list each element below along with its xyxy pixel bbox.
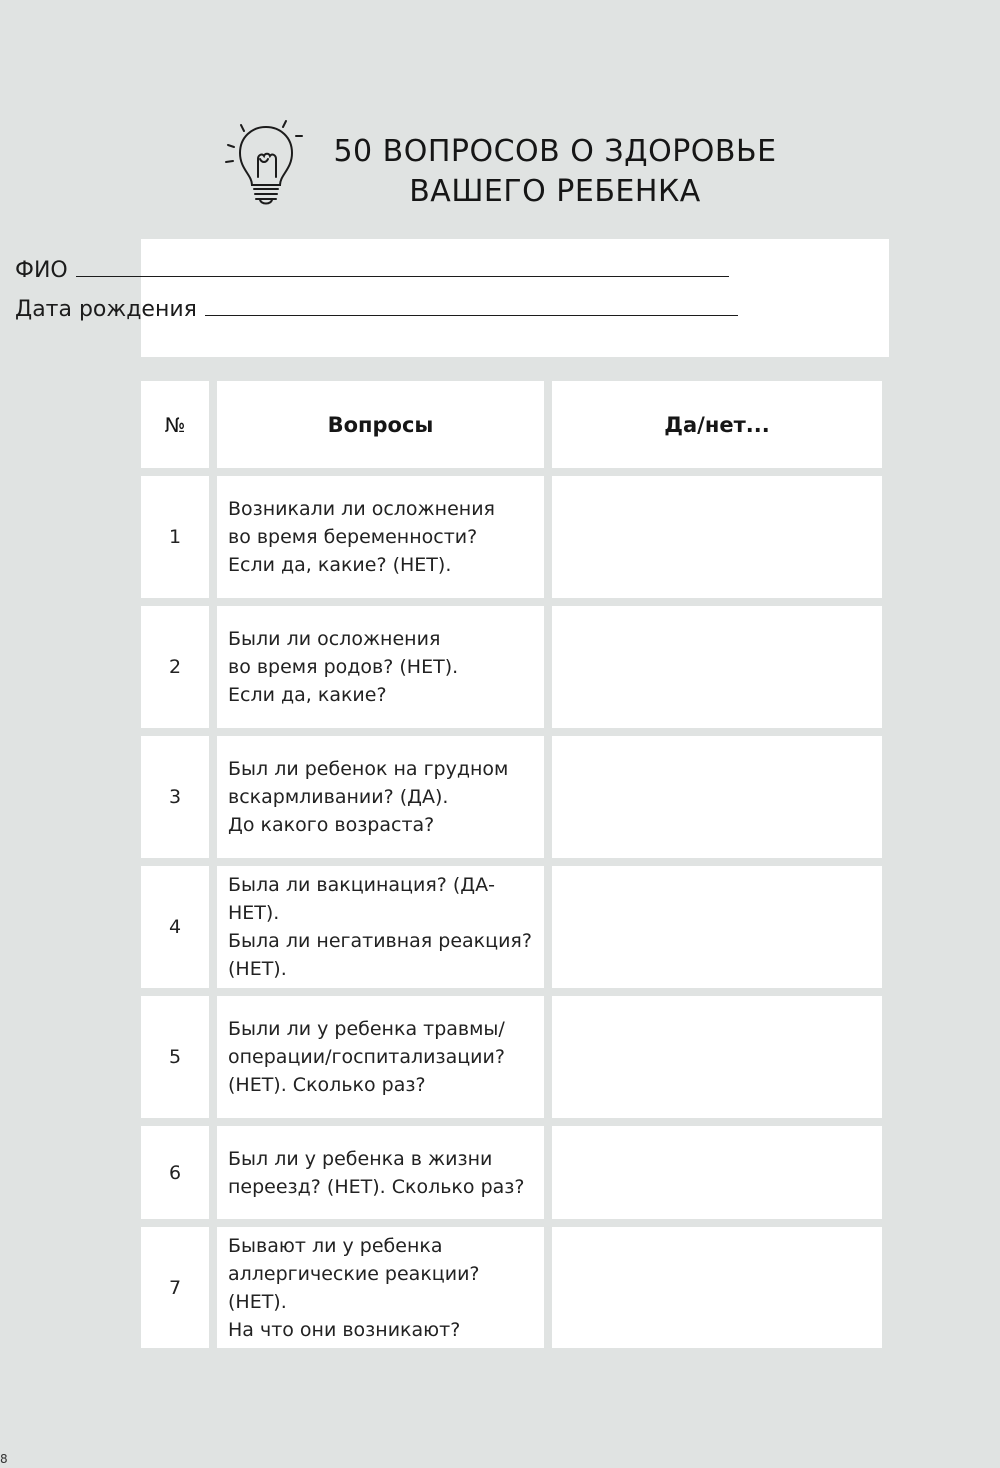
- header-answer: [552, 381, 882, 468]
- lightbulb-icon: [222, 115, 312, 215]
- header-num: [141, 381, 209, 468]
- table-row-question: [217, 866, 544, 988]
- fio-label: ФИО: [15, 258, 68, 283]
- table-row-num: [141, 866, 209, 988]
- table-row-num: [141, 606, 209, 728]
- table-row-num: [141, 1227, 209, 1348]
- title-line-2: ВАШЕГО РЕБЕНКА: [409, 174, 701, 209]
- table-row-answer-cell[interactable]: [552, 476, 882, 598]
- header-questions: [217, 381, 544, 468]
- table-row-question: [217, 606, 544, 728]
- table-row-answer-cell[interactable]: [552, 606, 882, 728]
- row-num-label: 3: [168, 786, 182, 808]
- row-question-text: Были ли у ребенка травмы/ операции/госпитализации? (НЕТ). Сколько раз?: [228, 1018, 505, 1096]
- row-question-text: Были ли осложнения во время родов? (НЕТ). Если да, какие?: [228, 628, 459, 706]
- page-header: [0, 0, 1000, 230]
- row-num-label: 1: [168, 526, 182, 548]
- table-row-question: [217, 1126, 544, 1219]
- title-line-1: 50 ВОПРОСОВ О ЗДОРОВЬЕ: [333, 134, 777, 169]
- row-question-text: Возникали ли осложнения во время беременности? Если да, какие? (НЕТ).: [228, 498, 495, 576]
- table-row-answer-cell[interactable]: [552, 866, 882, 988]
- header-questions-label: Вопросы: [327, 412, 434, 437]
- table-row-answer-cell[interactable]: [552, 736, 882, 858]
- header-answer-label: Да/нет...: [664, 412, 770, 437]
- header-num-label: №: [164, 412, 186, 437]
- row-num-label: 4: [168, 916, 182, 938]
- table-row-question: [217, 736, 544, 858]
- dob-field[interactable]: [15, 297, 738, 322]
- row-question-text: Был ли у ребенка в жизни переезд? (НЕТ). Сколько раз?: [228, 1147, 525, 1198]
- row-num-label: 5: [168, 1046, 182, 1068]
- row-question-text: Была ли вакцинация? (ДА-НЕТ). Была ли негативная реакция? (НЕТ).: [228, 874, 532, 980]
- row-question-text: Бывают ли у ребенка аллергические реакции? (НЕТ). На что они возникают?: [228, 1234, 480, 1341]
- row-num-label: 2: [168, 656, 182, 678]
- row-num-label: 6: [168, 1161, 182, 1184]
- row-question-text: Был ли ребенок на грудном вскармливании? (ДА). До какого возраста?: [228, 758, 509, 836]
- table-row-answer-cell[interactable]: [552, 1227, 882, 1348]
- dob-label: Дата рождения: [15, 297, 197, 322]
- table-row-num: [141, 736, 209, 858]
- fio-input-line[interactable]: [76, 275, 729, 277]
- table-row-num: [141, 996, 209, 1118]
- fio-field[interactable]: [15, 258, 729, 283]
- table-row-num: [141, 1126, 209, 1219]
- table-row-question: [217, 1227, 544, 1348]
- table-row-answer-cell[interactable]: [552, 996, 882, 1118]
- row-num-label: 7: [168, 1276, 182, 1299]
- table-row-answer-cell[interactable]: [552, 1126, 882, 1219]
- table-row-question: [217, 996, 544, 1118]
- page-number: 8: [0, 1452, 8, 1466]
- dob-input-line[interactable]: [205, 314, 738, 316]
- table-row-num: [141, 476, 209, 598]
- table-row-question: [217, 476, 544, 598]
- page-title: [310, 132, 800, 212]
